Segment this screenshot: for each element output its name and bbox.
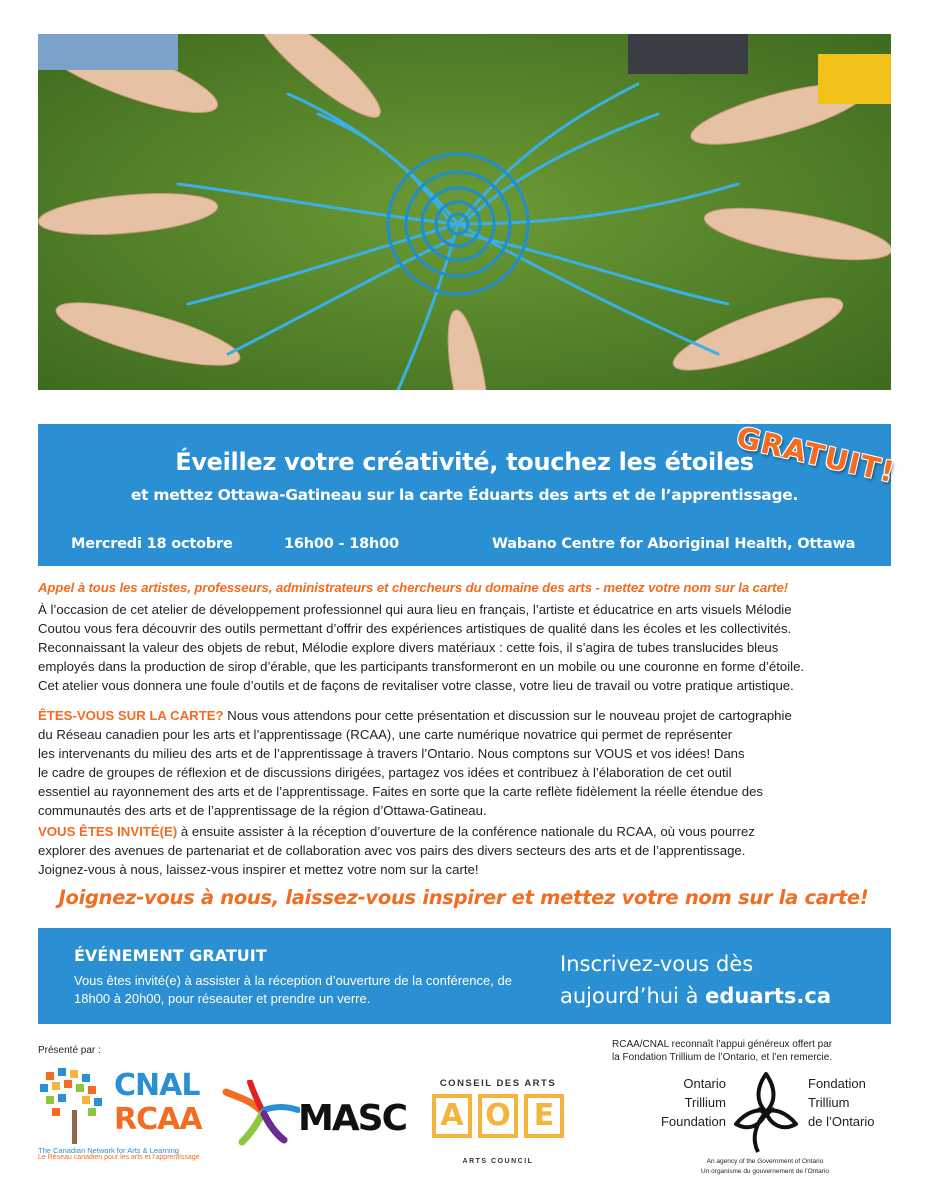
paragraph-line: communautés des arts et de l’apprentissage de la région d’Ottawa-Gatineau. bbox=[38, 803, 487, 818]
aoe-top-text: CONSEIL DES ARTS bbox=[439, 1078, 557, 1089]
map-question-lead: ÊTES-VOUS SUR LA CARTE? bbox=[38, 708, 224, 723]
paragraph-line: essentiel au rayonnement des arts et de l’apprentissage. Faites en sorte que la carte reflète fidèlement la réelle étendue des bbox=[38, 784, 764, 799]
aoe-bottom-text: ARTS COUNCIL bbox=[462, 1158, 534, 1165]
trillium-icon bbox=[732, 1068, 800, 1156]
paragraph-line: à ensuite assister à la réception d’ouverture de la conférence nationale du RCAA, où vous pourrez bbox=[177, 824, 755, 839]
blue-tube-star-sculpture-image bbox=[38, 34, 891, 390]
presented-by-label: Présenté par : bbox=[38, 1045, 101, 1056]
masc-figure-icon bbox=[220, 1080, 300, 1150]
register-block bbox=[560, 948, 831, 1012]
thanks-line: la Fondation Trillium de l’Ontario, et l’en remercie. bbox=[612, 1052, 833, 1063]
paragraph-line: Coutou vous fera découvrir des outils permettant d’offrir des expériences artistiques de qualité dans les écoles et les collectivités. bbox=[38, 621, 792, 636]
agency-line-fr: Un organisme du gouvernement de l’Ontario bbox=[701, 1168, 829, 1175]
free-event-details: Vous êtes invité(e) à assister à la réception d’ouverture de la conférence, de 18h00 à 20h00, pour réseauter et prendre un verre. bbox=[74, 973, 512, 1006]
otf-line: Fondation bbox=[808, 1076, 866, 1091]
paragraph-line: Reconnaissant la valeur des objets de rebut, Mélodie explore divers matériaux : cette fois, il s’agira de tubes translucides bleus bbox=[38, 640, 779, 655]
paragraph-line: Nous vous attendons pour cette présentation et discussion sur le nouveau projet de cartographie bbox=[223, 708, 792, 723]
agency-line-en: An agency of the Government of Ontario bbox=[706, 1158, 824, 1165]
register-line: aujourd’hui à bbox=[560, 984, 706, 1008]
aoe-letter-e: E bbox=[524, 1094, 564, 1138]
artists-callout: Appel à tous les artistes, professeurs, administrateurs et chercheurs du domaine des arts - mettez votre nom sur la carte! bbox=[38, 580, 788, 595]
otf-agency-note bbox=[640, 1157, 890, 1177]
banner-subtitle: et mettez Ottawa-Gatineau sur la carte Éduarts des arts et de l’apprentissage. bbox=[130, 486, 799, 504]
otf-line: Ontario bbox=[683, 1076, 726, 1091]
otf-line: Foundation bbox=[660, 1114, 726, 1129]
paragraph-line: explorer des avenues de partenariat et de collaboration avec vos pairs des divers secteurs des arts et de l’apprentissage. bbox=[38, 843, 746, 858]
ottawa-arts-council-logo bbox=[432, 1078, 582, 1168]
free-badge: GRATUIT! bbox=[733, 420, 899, 490]
paragraph-line: le cadre de groupes de réflexion et de discussions dirigées, partagez vos idées et contribuez à l’élaboration de cet outil bbox=[38, 765, 732, 780]
hero-photo bbox=[38, 34, 891, 390]
otf-name-fr bbox=[808, 1074, 908, 1131]
aoe-letter-a: A bbox=[432, 1094, 472, 1138]
cnal-tagline-fr: Le Réseau canadien pour les arts et l’apprentissage bbox=[38, 1154, 200, 1161]
banner-title: Éveillez votre créativité, touchez les étoiles bbox=[175, 448, 754, 476]
paragraph-line: Cet atelier vous donnera une foule d’outils et de façons de revitaliser votre classe, votre lieu de travail ou votre pratique artistique. bbox=[38, 678, 794, 693]
cnal-tagline-en: The Canadian Network for Arts & Learning bbox=[38, 1146, 179, 1155]
cnal-wordmark: CNAL bbox=[114, 1068, 200, 1103]
tree-icon bbox=[38, 1066, 112, 1144]
paragraph-line: Joignez-vous à nous, laissez-vous inspirer et mettez votre nom sur la carte! bbox=[38, 862, 479, 877]
event-date: Mercredi 18 octobre bbox=[71, 536, 233, 552]
trillium-thanks bbox=[612, 1038, 897, 1064]
invite-lead: VOUS ÊTES INVITÉ(E) bbox=[38, 824, 178, 839]
otf-line: de l’Ontario bbox=[808, 1114, 875, 1129]
map-paragraph bbox=[38, 706, 891, 820]
event-time: 16h00 - 18h00 bbox=[284, 536, 399, 552]
ontario-trillium-foundation-logo bbox=[630, 1068, 900, 1158]
free-event-heading: ÉVÉNEMENT GRATUIT bbox=[74, 946, 267, 965]
paragraph-line: À l’occasion de cet atelier de développement professionnel qui aura lieu en français, l’artiste et éducatrice en arts visuels Mélodie bbox=[38, 602, 792, 617]
register-link[interactable]: eduarts.ca bbox=[705, 984, 832, 1008]
paragraph-line: du Réseau canadien pour les arts et l’apprentissage (RCAA), une carte numérique novatrice qui permet de représenter bbox=[38, 727, 733, 742]
register-line: Inscrivez-vous dès bbox=[560, 952, 754, 976]
join-us-callout: Joignez-vous à nous, laissez-vous inspirer et mettez votre nom sur la carte! bbox=[58, 886, 869, 909]
otf-name-en bbox=[630, 1074, 726, 1131]
masc-wordmark: MASC bbox=[298, 1098, 407, 1139]
event-venue: Wabano Centre for Aboriginal Health, Ottawa bbox=[492, 536, 856, 552]
free-event-box bbox=[38, 928, 891, 1024]
intro-paragraph bbox=[38, 600, 891, 695]
rcaa-wordmark: RCAA bbox=[114, 1102, 202, 1137]
paragraph-line: employés dans la production de sirop d’érable, que les participants transformeront en un mobile ou une couronne en forme d’étoile. bbox=[38, 659, 805, 674]
masc-logo bbox=[220, 1080, 410, 1150]
otf-line: Trillium bbox=[684, 1095, 726, 1110]
otf-line: Trillium bbox=[808, 1095, 850, 1110]
invite-paragraph bbox=[38, 822, 891, 879]
thanks-line: RCAA/CNAL reconnaît l’appui généreux offert par bbox=[612, 1039, 833, 1050]
cnal-rcaa-logo bbox=[38, 1066, 208, 1162]
paragraph-line: les intervenants du milieu des arts et de l’apprentissage à travers l’Ontario. Nous comptons sur VOUS et vos idées! Dans bbox=[38, 746, 745, 761]
aoe-letter-o: O bbox=[478, 1094, 518, 1138]
